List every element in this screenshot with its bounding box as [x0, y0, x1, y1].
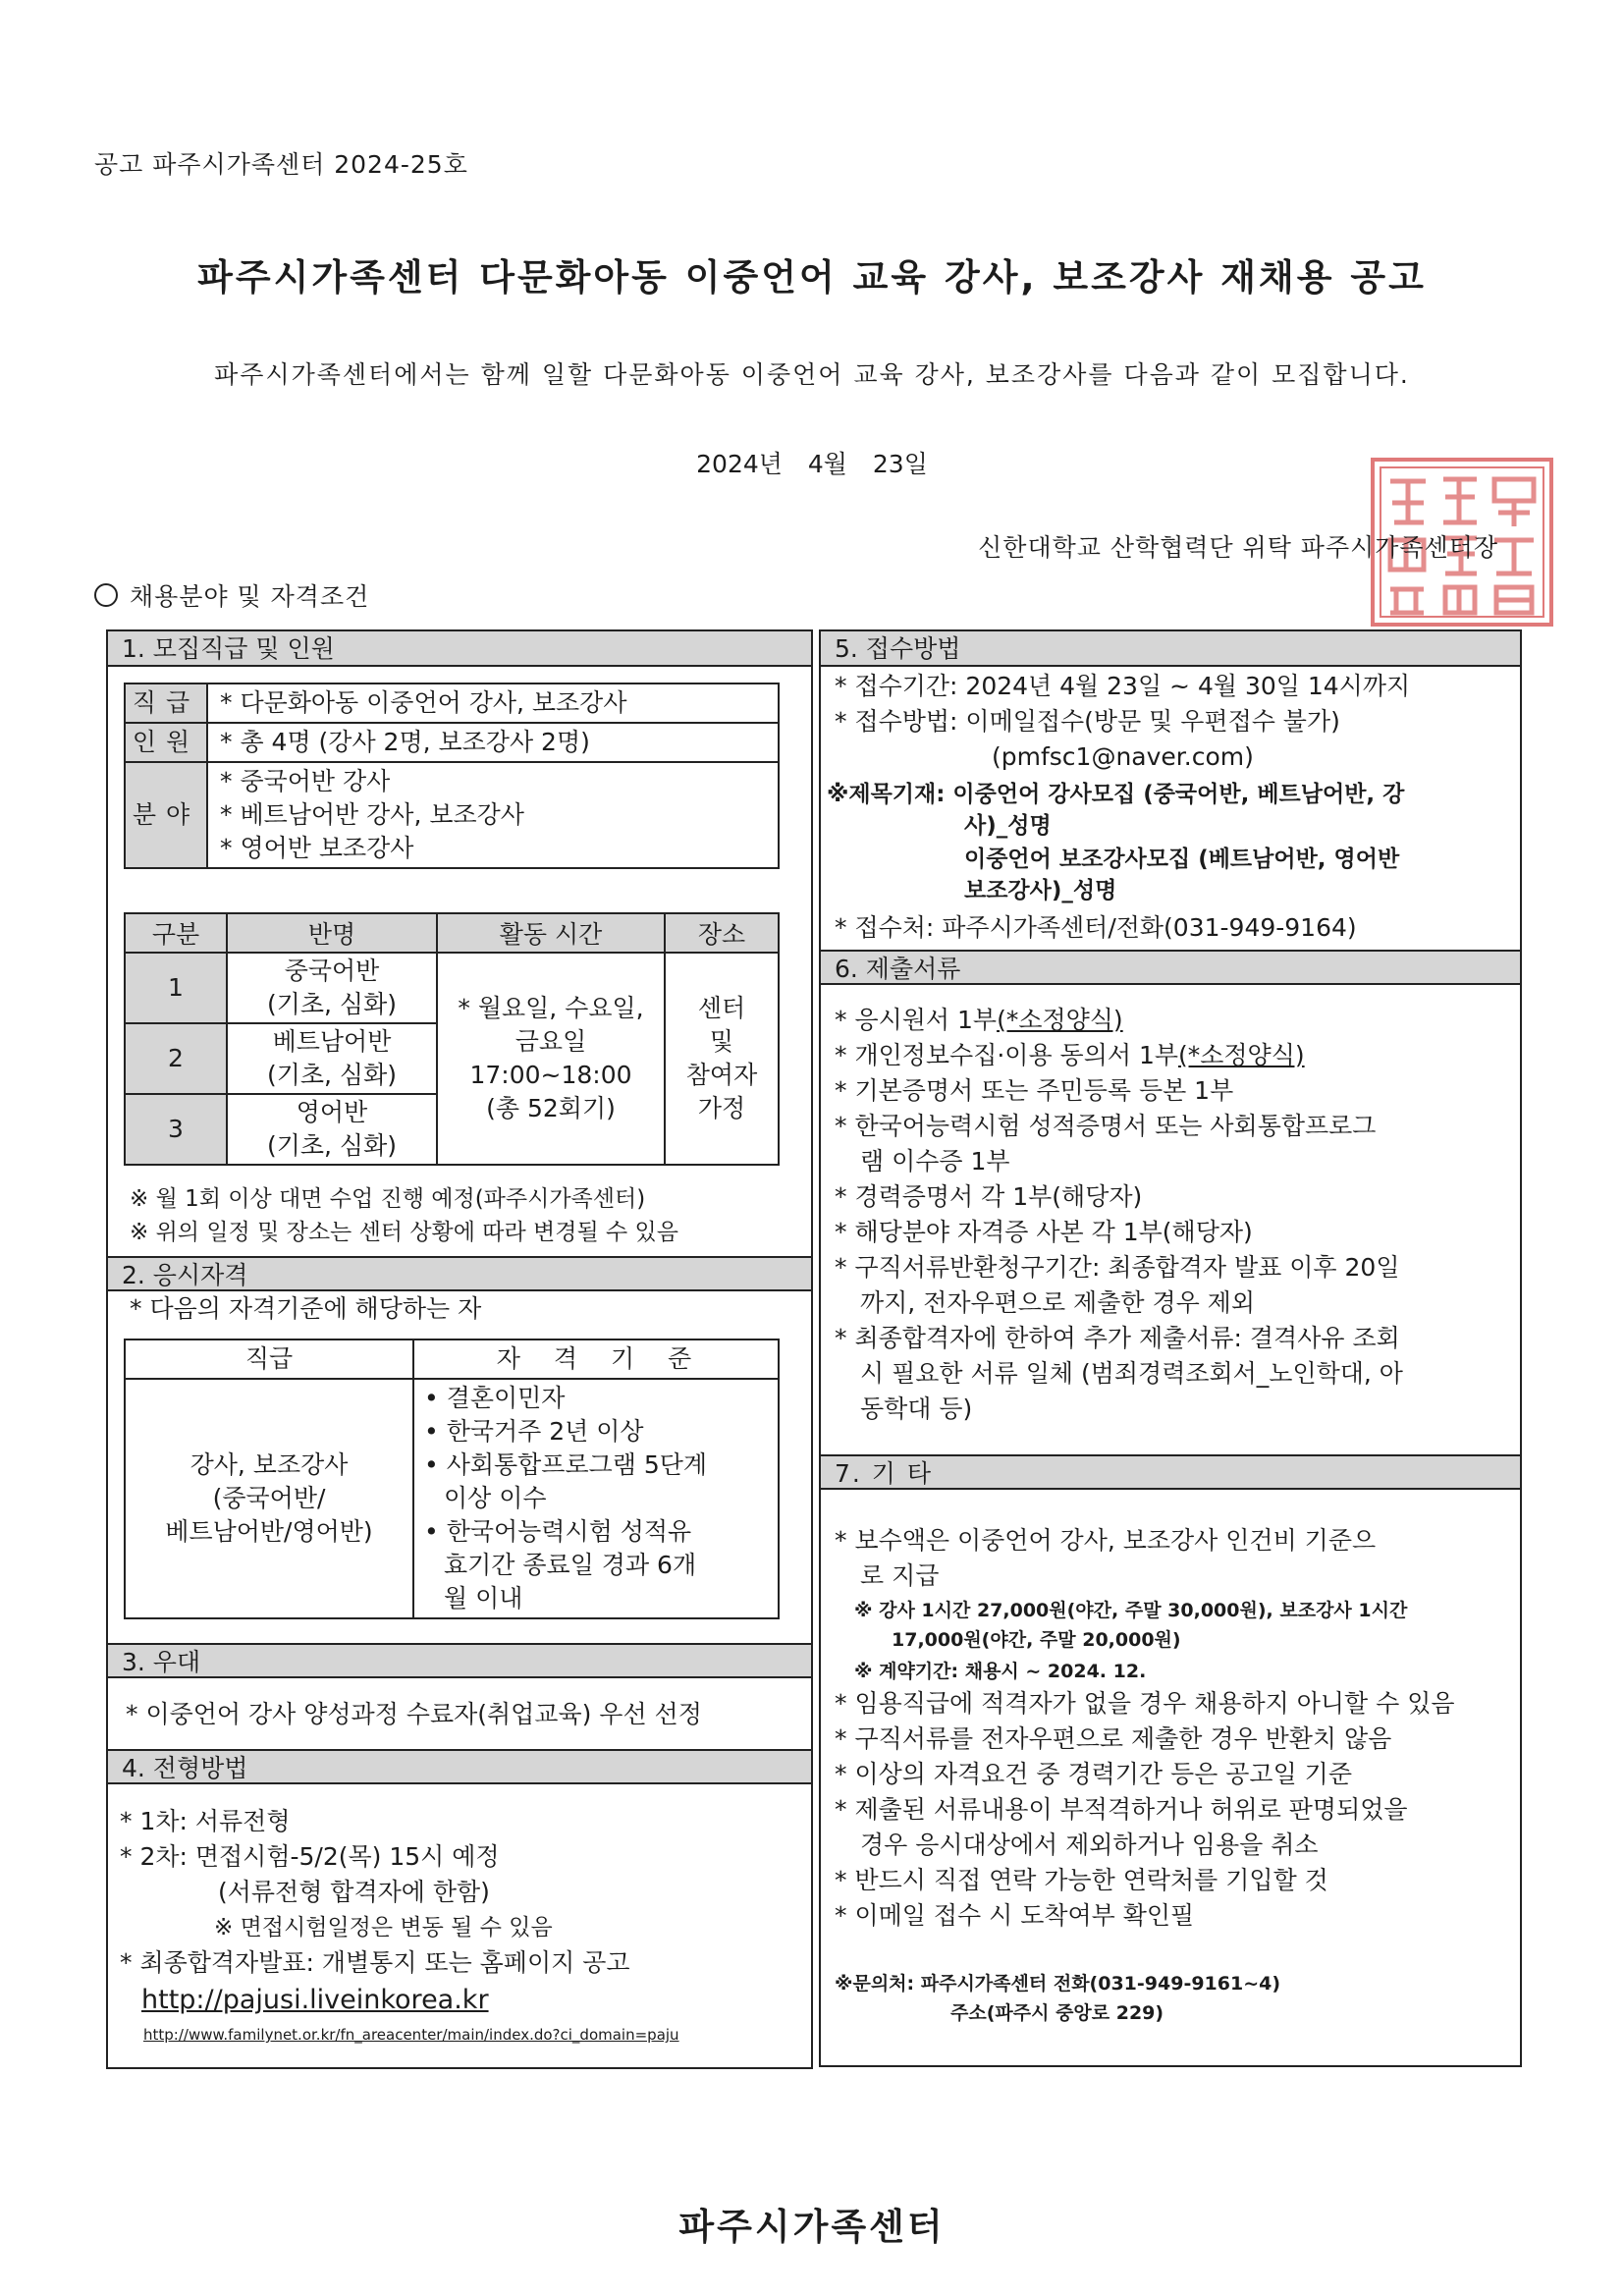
application-contact: * 접수처: 파주시가족센터/전화(031-949-9164) — [835, 913, 1357, 942]
issuer-name: 신한대학교 산학협력단 위탁 파주시가족센터장 — [978, 533, 1498, 562]
column-header: 직급 — [125, 1339, 413, 1379]
table-row — [125, 1339, 779, 1379]
row-value: * 중국어반 강사 * 베트남어반 강사, 보조강사 * 영어반 보조강사 — [207, 762, 779, 868]
schedule-note: ※ 월 1회 이상 대면 수업 진행 예정(파주시가족센터) — [130, 1186, 646, 1212]
list-item: 동학대 등) — [860, 1394, 973, 1423]
subject-format: 이중언어 보조강사모집 (베트남어반, 영어반 — [964, 847, 1400, 872]
selection-step: (서류전형 합격자에 한함) — [218, 1878, 490, 1906]
list-item: * 응시원서 1부(*소정양식) — [835, 1006, 1123, 1034]
contract-note: ※ 계약기간: 채용시 ~ 2024. 12. — [854, 1661, 1147, 1682]
section-3-heading: 3. 우대 — [108, 1643, 811, 1678]
column-header: 구분 — [125, 913, 227, 953]
application-email: (pmfsc1@naver.com) — [992, 742, 1254, 771]
application-method: * 접수방법: 이메일접수(방문 및 우편접수 불가) — [835, 707, 1340, 736]
list-item: * 해당분야 자격증 사본 각 1부(해당자) — [835, 1218, 1253, 1246]
row-value: * 다문화아동 이중언어 강사, 보조강사 — [207, 683, 779, 723]
selection-note: ※ 면접시험일정은 변동 될 수 있음 — [214, 1915, 553, 1941]
row-number: 1 — [125, 953, 227, 1023]
other-rules-list — [835, 1686, 1455, 1934]
list-item: * 이상의 자격요건 중 경력기간 등은 공고일 기준 — [835, 1760, 1352, 1788]
table-row — [125, 723, 779, 762]
notice-date: 2024년 4월 23일 — [696, 450, 928, 478]
pay-note: 17,000원(야간, 주말 20,000원) — [892, 1629, 1181, 1651]
familynet-link[interactable]: http://www.familynet.or.kr/fn_areacenter/main/index.do?ci_domain=paju — [143, 2026, 679, 2044]
row-key: 인원 — [125, 723, 207, 762]
table-row — [125, 1379, 779, 1618]
list-item: * 제출된 서류내용이 부적격하거나 허위로 판명되었을 — [835, 1795, 1408, 1824]
section-5-heading: 5. 접수방법 — [821, 631, 1520, 667]
row-number: 2 — [125, 1023, 227, 1094]
application-period: * 접수기간: 2024년 4월 23일 ~ 4월 30일 14시까지 — [835, 672, 1411, 700]
list-item: * 최종합격자에 한하여 추가 제출서류: 결격사유 조회 — [835, 1324, 1400, 1352]
list-item: * 개인정보수집·이용 동의서 1부(*소정양식) — [835, 1041, 1305, 1069]
homepage-link[interactable]: http://pajusi.liveinkorea.kr — [141, 1985, 489, 2015]
table-row — [125, 953, 779, 1023]
row-key: 분야 — [125, 762, 207, 868]
list-item: * 이메일 접수 시 도착여부 확인필 — [835, 1901, 1195, 1930]
qualification-lead: * 다음의 자격기준에 해당하는 자 — [130, 1294, 482, 1323]
preference-text: * 이중언어 강사 양성과정 수료자(취업교육) 우선 선정 — [126, 1700, 702, 1728]
column-header: 반명 — [227, 913, 437, 953]
inquiry-contact: ※문의처: 파주시가족센터 전화(031-949-9161~4) — [835, 1973, 1281, 1995]
recruitment-table — [124, 683, 780, 869]
list-item: 램 이수증 1부 — [860, 1147, 1010, 1175]
section-7-heading: 7. 기 타 — [821, 1454, 1520, 1490]
list-item: * 한국어능력시험 성적증명서 또는 사회통합프로그 — [835, 1112, 1377, 1140]
overview-heading: 채용분야 및 자격조건 — [94, 577, 369, 613]
class-name: 중국어반 (기초, 심화) — [227, 953, 437, 1023]
table-row — [125, 762, 779, 868]
intro-text: 파주시가족센터에서는 함께 일할 다문화아동 이중언어 교육 강사, 보조강사를 다음과 같이 모집합니다. — [214, 360, 1410, 389]
section-6-heading: 6. 제출서류 — [821, 950, 1520, 985]
schedule-table — [124, 912, 780, 1166]
class-name: 베트남어반 (기초, 심화) — [227, 1023, 437, 1094]
activity-place: 센터 및 참여자 가정 — [665, 953, 779, 1165]
activity-time: * 월요일, 수요일, 금요일 17:00~18:00 (총 52회기) — [437, 953, 665, 1165]
selection-step: * 최종합격자발표: 개별통지 또는 홈페이지 공고 — [120, 1948, 630, 1977]
list-item: * 반드시 직접 연락 가능한 연락처를 기입할 것 — [835, 1866, 1328, 1894]
list-item: 경우 응시대상에서 제외하거나 임용을 취소 — [860, 1831, 1319, 1859]
column-header: 장소 — [665, 913, 779, 953]
qualification-table — [124, 1339, 780, 1619]
criteria-cell: • 결혼이민자 • 한국거주 2년 이상 • 사회통합프로그램 5단계 이상 이수 • 한국어능력시험 성적유 효기간 종료일 경과 6개 월 이내 — [413, 1379, 779, 1618]
list-item: * 임용직급에 적격자가 없을 경우 채용하지 아니할 수 있음 — [835, 1689, 1455, 1718]
page-title: 파주시가족센터 다문화아동 이중언어 교육 강사, 보조강사 재채용 공고 — [197, 256, 1427, 299]
table-row — [125, 683, 779, 723]
column-header: 자 격 기 준 — [413, 1339, 779, 1379]
other-item: 로 지급 — [860, 1561, 940, 1590]
schedule-note: ※ 위의 일정 및 장소는 센터 상황에 따라 변경될 수 있음 — [130, 1220, 678, 1245]
footer-organization: 파주시가족센터 — [678, 2206, 946, 2248]
documents-list — [835, 1003, 1403, 1427]
notice-number: 공고 파주시가족센터 2024-25호 — [94, 150, 468, 179]
column-header: 활동 시간 — [437, 913, 665, 953]
table-row — [125, 913, 779, 953]
list-item: * 기본증명서 또는 주민등록 등본 1부 — [835, 1076, 1234, 1105]
list-item: 까지, 전자우편으로 제출한 경우 제외 — [860, 1288, 1255, 1317]
selection-step: * 2차: 면접시험-5/2(목) 15시 예정 — [120, 1842, 500, 1871]
subject-format: 보조강사)_성명 — [964, 878, 1117, 903]
class-name: 영어반 (기초, 심화) — [227, 1094, 437, 1165]
list-item: * 구직서류반환청구기간: 최종합격자 발표 이후 20일 — [835, 1253, 1400, 1282]
section-4-heading: 4. 전형방법 — [108, 1749, 811, 1784]
section-1-heading: 1. 모집직급 및 인원 — [108, 631, 811, 667]
list-item: * 구직서류를 전자우편으로 제출한 경우 반환치 않음 — [835, 1724, 1392, 1753]
left-panel — [106, 629, 813, 2069]
list-item: 시 필요한 서류 일체 (범죄경력조회서_노인학대, 아 — [860, 1359, 1403, 1388]
subject-format: 사)_성명 — [964, 813, 1052, 839]
selection-step: * 1차: 서류전형 — [120, 1807, 291, 1835]
list-item: * 경력증명서 각 1부(해당자) — [835, 1182, 1143, 1211]
section-2-heading: 2. 응시자격 — [108, 1256, 811, 1291]
row-key: 직급 — [125, 683, 207, 723]
right-panel — [819, 629, 1522, 2067]
row-number: 3 — [125, 1094, 227, 1165]
circle-bullet-icon — [94, 583, 118, 607]
grade-cell: 강사, 보조강사 (중국어반/ 베트남어반/영어반) — [125, 1379, 413, 1618]
other-item: * 보수액은 이중언어 강사, 보조강사 인건비 기준으 — [835, 1526, 1377, 1555]
row-value: * 총 4명 (강사 2명, 보조강사 2명) — [207, 723, 779, 762]
pay-note: ※ 강사 1시간 27,000원(야간, 주말 30,000원), 보조강사 1시간 — [854, 1600, 1408, 1621]
subject-format: ※제목기재: 이중언어 강사모집 (중국어반, 베트남어반, 강 — [827, 782, 1405, 807]
inquiry-address: 주소(파주시 중앙로 229) — [950, 2002, 1164, 2024]
